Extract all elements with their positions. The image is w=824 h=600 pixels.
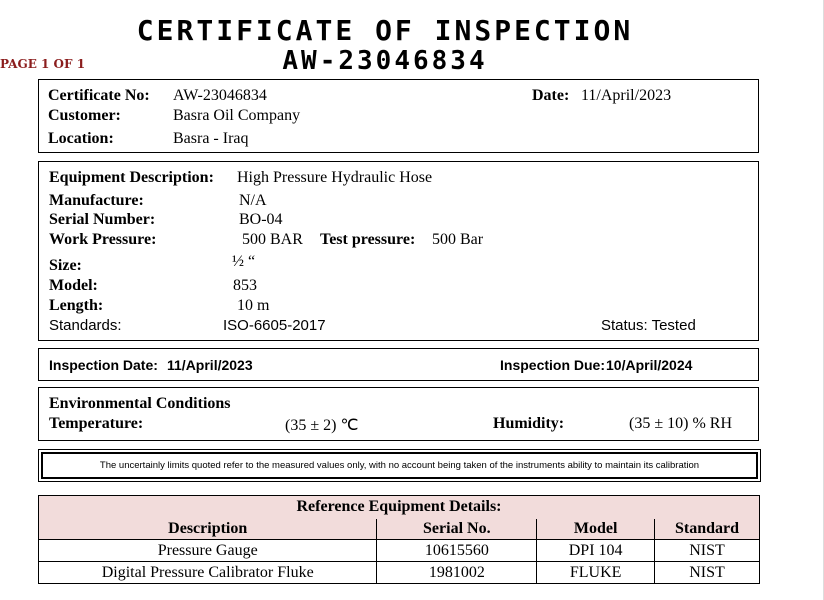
environment-heading: Environmental Conditions	[49, 395, 231, 412]
inspection-date-label: Inspection Date:	[49, 357, 158, 373]
table-row	[39, 540, 760, 562]
table-cell: 10615560	[377, 540, 537, 562]
serial-number-value: BO-04	[239, 211, 283, 228]
certificate-code: AW-23046834	[282, 46, 488, 76]
location-label: Location:	[48, 130, 114, 147]
model-label: Model:	[49, 277, 98, 294]
table-cell: FLUKE	[537, 562, 655, 584]
humidity-label: Humidity:	[493, 415, 565, 432]
status-text: Status: Tested	[601, 317, 696, 334]
test-pressure-value: 500 Bar	[432, 231, 484, 248]
humidity-value: (35 ± 10) % RH	[629, 415, 732, 432]
table-row	[39, 562, 760, 584]
table-cell: DPI 104	[537, 540, 655, 562]
inspection-date-value: 11/April/2023	[167, 357, 253, 373]
date-label: Date:	[532, 87, 570, 104]
table-cell: NIST	[655, 562, 760, 584]
table-cell: 1981002	[377, 562, 537, 584]
size-value: ½ “	[232, 253, 256, 270]
size-label: Size:	[49, 257, 82, 274]
table-cell: NIST	[655, 540, 760, 562]
length-label: Length:	[49, 297, 104, 314]
date-value: 11/April/2023	[581, 87, 672, 104]
serial-number-label: Serial Number:	[49, 211, 156, 228]
uncertainty-note-box	[38, 449, 761, 482]
reference-title: Reference Equipment Details:	[39, 496, 760, 519]
inspection-due-label: Inspection Due:	[500, 357, 606, 373]
length-value: 10 m	[237, 297, 270, 314]
table-cell: Digital Pressure Calibrator Fluke	[39, 562, 377, 584]
cert-no-value: AW-23046834	[173, 87, 267, 104]
location-value: Basra - Iraq	[173, 130, 249, 147]
model-value: 853	[233, 277, 257, 294]
temperature-value: (35 ± 2) ℃	[285, 417, 359, 434]
certificate-details-box	[38, 79, 759, 153]
manufacture-value: N/A	[239, 192, 267, 209]
column-header-serial: Serial No.	[377, 519, 537, 540]
table-cell: Pressure Gauge	[39, 540, 377, 562]
equipment-description-value: High Pressure Hydraulic Hose	[237, 169, 433, 186]
environmental-conditions-box	[38, 387, 759, 441]
reference-equipment-table	[38, 495, 760, 584]
customer-value: Basra Oil Company	[173, 107, 301, 124]
column-header-model: Model	[537, 519, 655, 540]
page-number: PAGE 1 OF 1	[0, 57, 86, 71]
inspection-due-value: 10/April/2024	[606, 357, 693, 373]
temperature-label: Temperature:	[49, 415, 144, 432]
cert-no-label: Certificate No:	[48, 87, 150, 104]
standards-value: ISO-6605-2017	[223, 317, 326, 334]
equipment-description-label: Equipment Description:	[49, 169, 214, 186]
test-pressure-label: Test pressure:	[320, 231, 416, 248]
work-pressure-value: 500 BAR	[242, 231, 303, 248]
manufacture-label: Manufacture:	[49, 192, 144, 209]
inspection-dates-box	[38, 348, 759, 381]
customer-label: Customer:	[48, 107, 121, 124]
certificate-title: CERTIFICATE OF INSPECTION	[136, 14, 634, 47]
work-pressure-label: Work Pressure:	[49, 231, 157, 248]
equipment-details-box	[38, 161, 759, 341]
standards-label: Standards:	[49, 317, 122, 334]
column-header-description: Description	[39, 519, 377, 540]
uncertainty-note: The uncertainly limits quoted refer to the measured values only, with no account being taken of the instruments ability to maintain its calibration	[99, 460, 700, 471]
column-header-standard: Standard	[655, 519, 760, 540]
